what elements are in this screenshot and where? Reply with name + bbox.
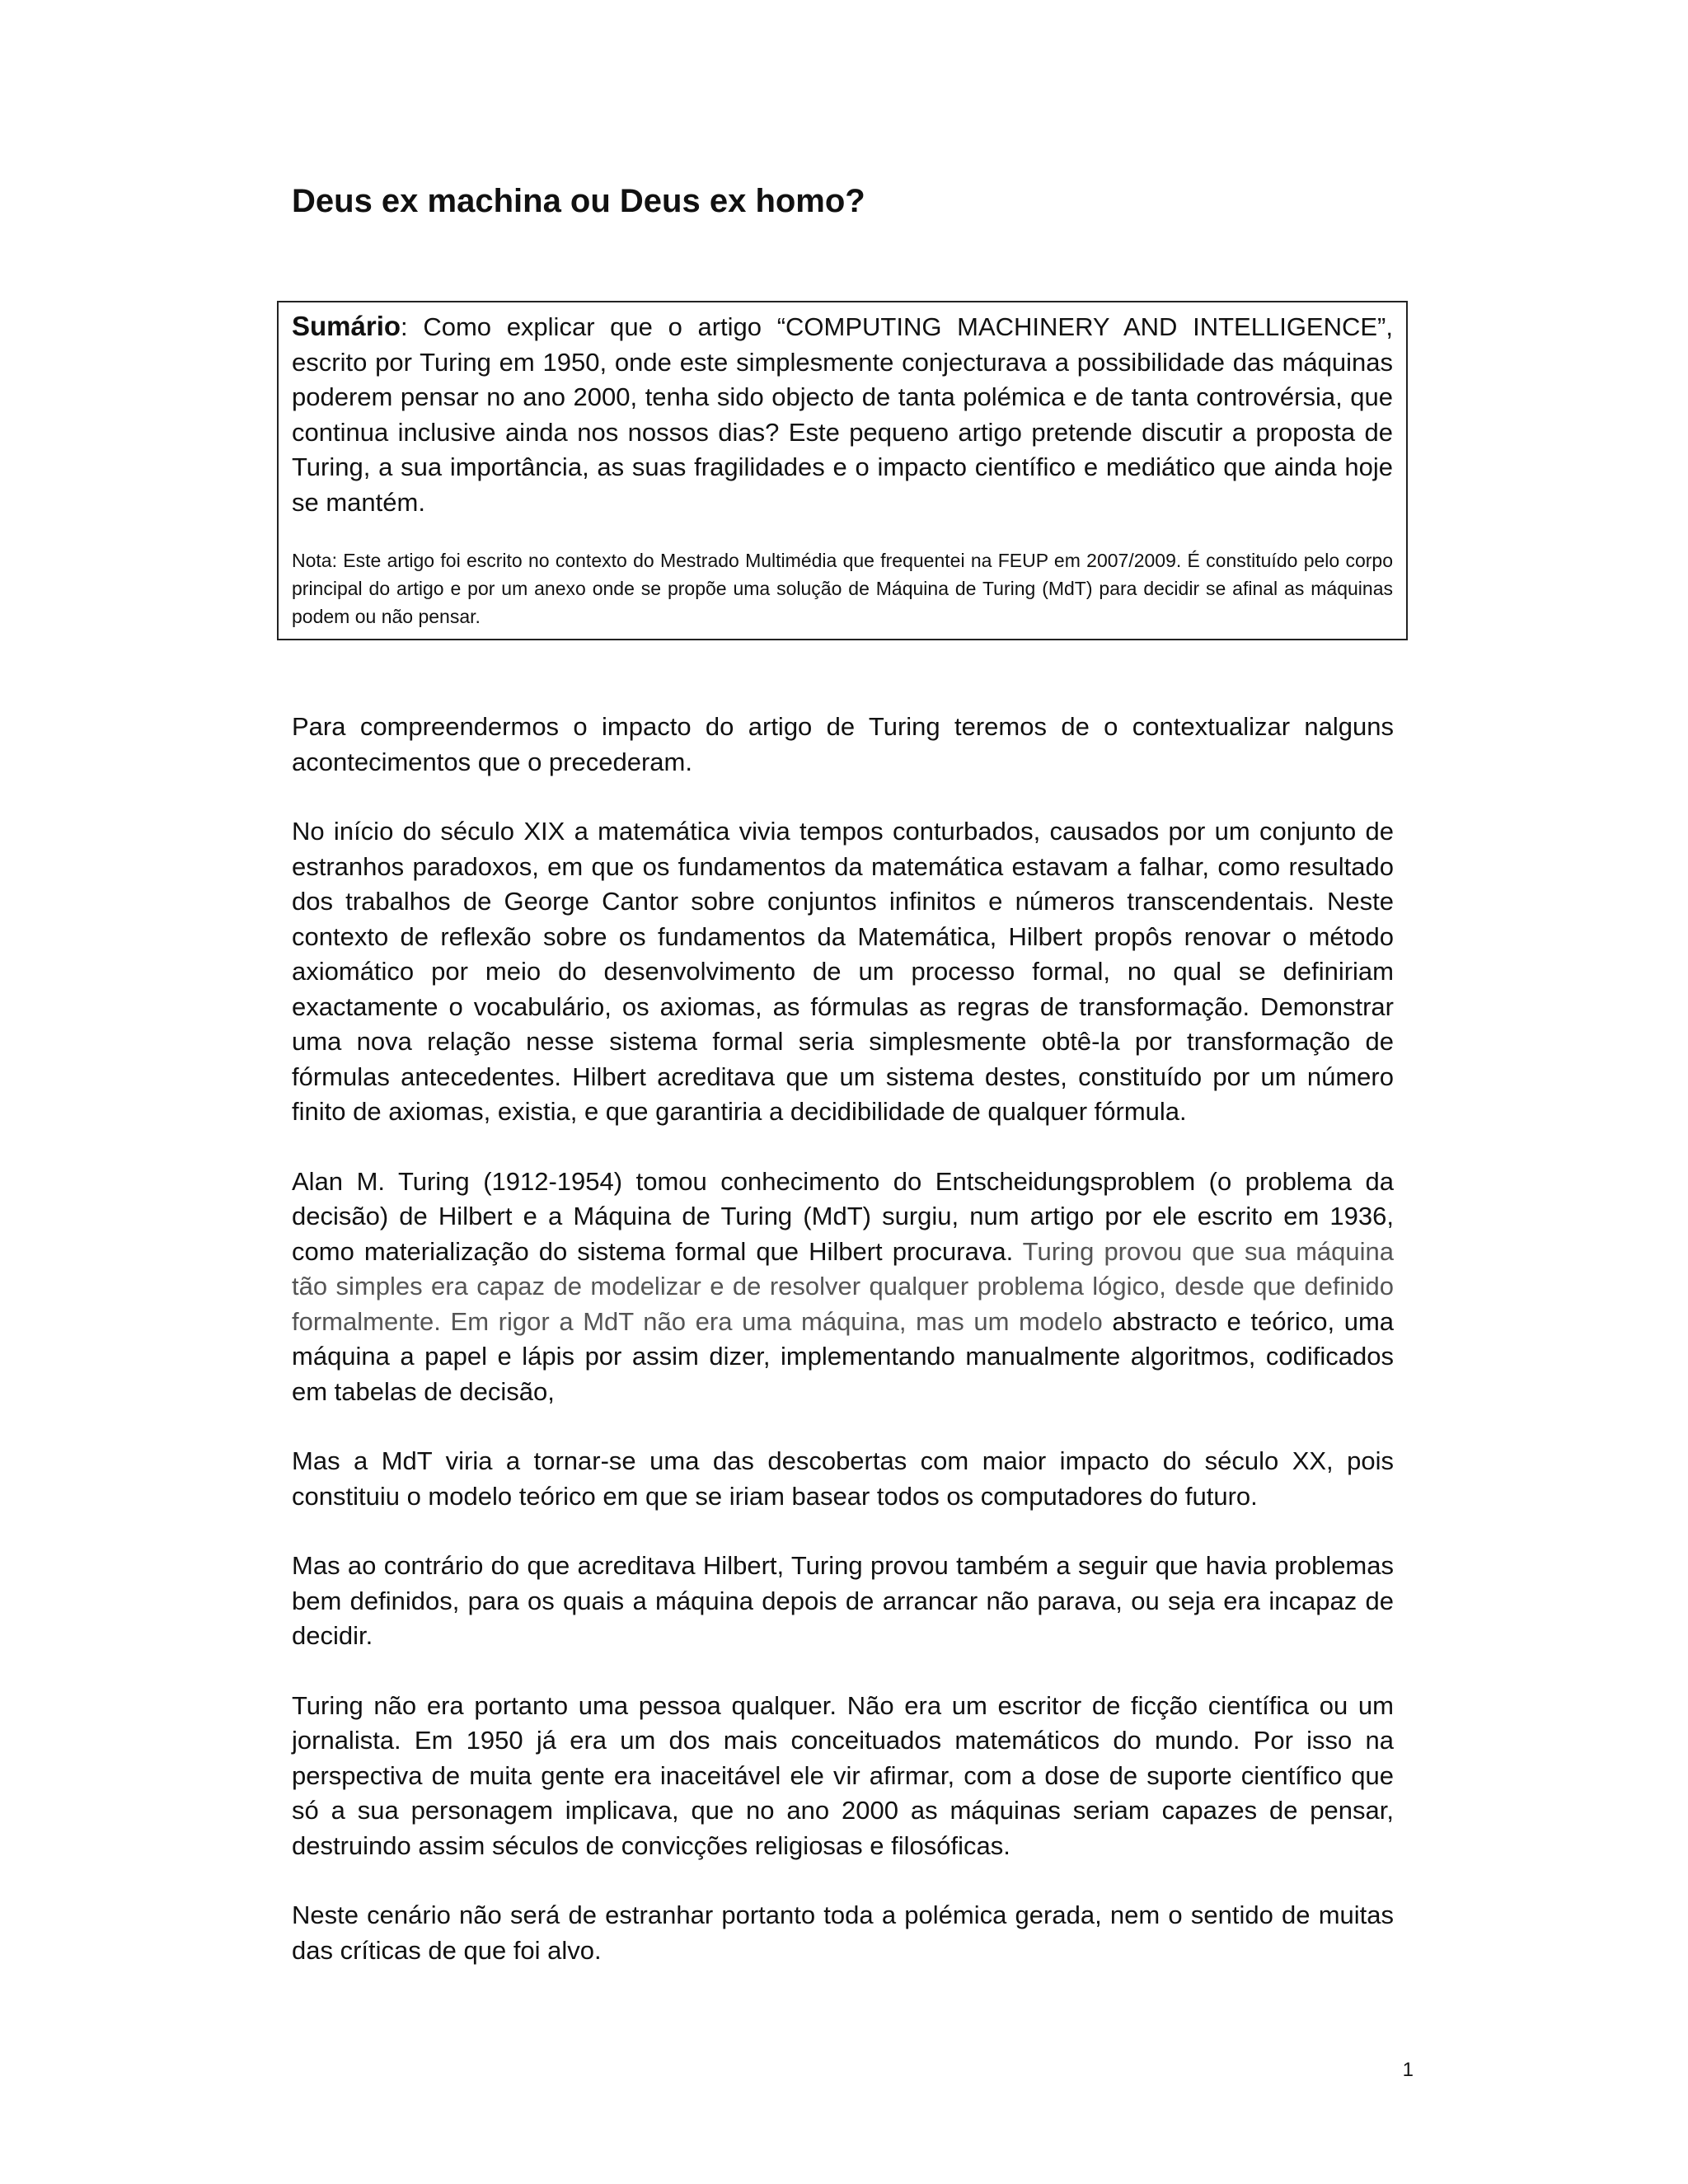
paragraph-6: Turing não era portanto uma pessoa qualquer. Não era um escritor de ficção científica ou um jornalista. Em 1950 já era um dos mais conceituados matemáticos do mundo. Por isso na perspectiva de muita gente era inaceitável ele vir afirmar, com a dose de suporte científico que só a sua personagem implicava, que no ano 2000 as máquinas seriam capazes de pensar, destruindo assim séculos de convicções religiosas e filosóficas. [292,1690,1394,1860]
summary-box [277,301,1408,640]
summary-note: Nota: Este artigo foi escrito no contexto do Mestrado Multimédia que frequentei na FEUP em 2007/2009. É constituído pelo corpo principal do artigo e por um anexo onde se propõe uma solução de Máquina de Turing (MdT) para decidir se afinal as máquinas podem ou não pensar. [292,550,1393,627]
paragraph-7: Neste cenário não será de estranhar portanto toda a polémica gerada, nem o sentido de muitas das críticas de que foi alvo. [292,1900,1394,1965]
paragraph-3 [292,1165,1394,1410]
document-title: Deus ex machina ou Deus ex homo? [292,183,865,219]
paragraph-4: Mas a MdT viria a tornar-se uma das descobertas com maior impacto do século XX, pois constituiu o modelo teórico em que se iriam basear todos os computadores do futuro. [292,1446,1394,1511]
summary-label: Sumário [292,311,401,341]
page-number: 1 [1402,2059,1414,2081]
paragraph-3-part-1: Alan M. Turing (1912-1954) tomou conhecimento do Entscheidungsproblem (o problema da decisão) de Hilbert e a Máquina de Turing (MdT) surgiu, num artigo por ele escrito em 1936, como materialização do sistema formal que Hilbert procurava. [292,1166,1394,1266]
summary-paragraph [292,309,1393,520]
paragraph-5: Mas ao contrário do que acreditava Hilbert, Turing provou também a seguir que havia problemas bem definidos, para os quais a máquina depois de arrancar não parava, ou seja era incapaz de decidir. [292,1551,1394,1650]
paragraph-1: Para compreendermos o impacto do artigo de Turing teremos de o contextualizar nalguns acontecimentos que o precederam. [292,712,1394,776]
paragraph-3-part-3: abstracto e teórico, uma máquina a papel e lápis por assim dizer, implementando manualmente algoritmos, codificados em tabelas de decisão, [292,1306,1395,1406]
article-body [292,710,1394,2003]
paragraph-3-part-2: Turing provou que sua máquina tão simples era capaz de modelizar e de resolver qualquer problema lógico, desde que definido formalmente. Em rigor a MdT não era uma máquina, mas um modelo [292,1236,1394,1336]
summary-text: : Como explicar que o artigo “COMPUTING MACHINERY AND INTELLIGENCE”, escrito por Turing em 1950, onde este simplesmente conjecturava a possibilidade das máquinas poderem pensar no ano 2000, tenha sido objecto de tanta polémica e de tanta controvérsia, que continua inclusive ainda nos nossos dias? Este pequeno artigo pretende discutir a proposta de Turing, a sua importância, as suas fragilidades e o impacto científico e mediático que ainda hoje se mantém. [292,312,1393,517]
paragraph-2: No início do século XIX a matemática vivia tempos conturbados, causados por um conjunto de estranhos paradoxos, em que os fundamentos da matemática estavam a falhar, como resultado dos trabalhos de George Cantor sobre conjuntos infinitos e números transcendentais. Neste contexto de reflexão sobre os fundamentos da Matemática, Hilbert propôs renovar o método axiomático por meio do desenvolvimento de um processo formal, no qual se definiriam exactamente o vocabulário, os axiomas, as fórmulas as regras de transformação. Demonstrar uma nova relação nesse sistema formal seria simplesmente obtê-la por transformação de fórmulas antecedentes. Hilbert acreditava que um sistema destes, constituído por um número finito de axiomas, existia, e que garantiria a decidibilidade de qualquer fórmula. [292,817,1394,1126]
